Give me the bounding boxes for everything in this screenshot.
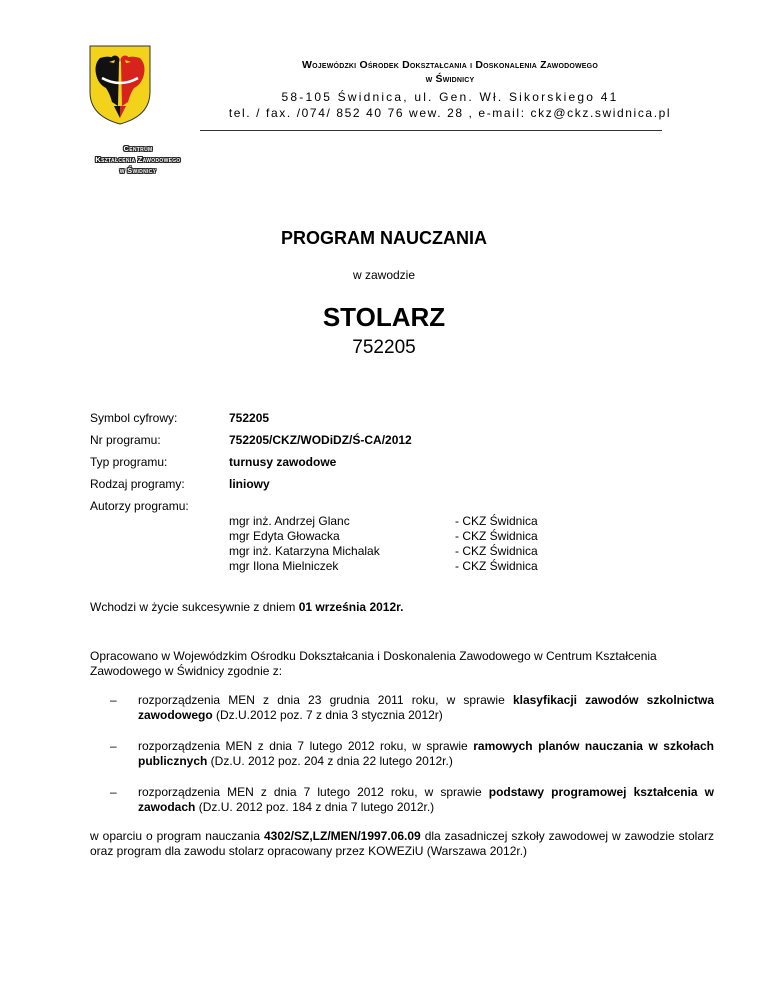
prepared-paragraph [90, 649, 714, 679]
regulation-ref: (Dz.U. 2012 poz. 184 z dnia 7 lutego 2012r.) [195, 800, 435, 814]
regulation-text: rozporządzenia MEN z dnia 23 grudnia 2011 roku, w sprawie [138, 693, 513, 707]
regulation-item [138, 693, 714, 723]
author-org: - CKZ Świdnica [455, 514, 538, 528]
basis-text: w oparciu o program nauczania [90, 829, 264, 843]
basis-program-code: 4302/SZ,LZ/MEN/1997.06.09 [263, 829, 421, 843]
field-value-symbol: 752205 [229, 411, 270, 425]
coat-of-arms-logo [88, 44, 152, 126]
regulation-subject: podstawy programowej kształcenia w zawodach [138, 785, 715, 814]
author-name: mgr inż. Andrzej Glanc [229, 514, 350, 528]
prepared-line1: Opracowano w Wojewódzkim Ośrodku Dokształcania i Doskonalenia Zawodowego w Centrum Kształcenia [90, 649, 657, 663]
ckz-logo-line2: Kształcenia Zawodowego [95, 155, 181, 164]
regulation-subject: klasyfikacji zawodów szkolnictwa zawodowego [138, 693, 715, 722]
field-label-program-type: Typ programu: [90, 455, 168, 469]
field-value-program-type: turnusy zawodowe [229, 455, 337, 469]
ckz-logo-line3: w Świdnicy [119, 166, 157, 175]
institution-contact: tel. / fax. /074/ 852 40 76 wew. 28 , e-mail: ckz@ckz.swidnica.pl [228, 106, 672, 120]
institution-name-line1: Wojewódzki Ośrodek Dokształcania i Doskonalenia Zawodowego [302, 59, 598, 71]
basis-text-end: dla zasadniczej szkoły zawodowej w zawodzie stolarz oraz program dla zawodu stolarz opracowany przez KOWEZiU (Warszawa 2012r.) [90, 829, 714, 858]
authors-label: Autorzy programu: [90, 499, 189, 513]
effective-date [90, 600, 714, 615]
profession-code: 752205 [352, 337, 416, 358]
author-name: mgr Ilona Mielniczek [229, 559, 339, 573]
institution-name-line2: w Świdnicy [425, 73, 475, 85]
prepared-line2: Zawodowego w Świdnicy zgodnie z: [90, 664, 283, 678]
author-org: - CKZ Świdnica [455, 544, 538, 558]
effective-date-value: 01 września 2012r. [298, 600, 404, 614]
list-dash: – [110, 739, 117, 753]
ckz-logo-line1: Centrum [123, 144, 153, 153]
author-name: mgr Edyta Głowacka [229, 529, 340, 543]
author-org: - CKZ Świdnica [455, 559, 538, 573]
ckz-logo [62, 143, 214, 176]
list-dash: – [110, 693, 117, 707]
profession-name: STOLARZ [322, 302, 446, 332]
institution-name [190, 58, 710, 86]
field-label-program-number: Nr programu: [90, 433, 161, 447]
field-value-program-number: 752205/CKZ/WODiDZ/Ś-CA/2012 [229, 433, 412, 447]
regulation-ref: (Dz.U.2012 poz. 7 z dnia 3 stycznia 2012r) [212, 708, 443, 722]
document-title: PROGRAM NAUCZANIA [281, 228, 487, 248]
regulation-item [138, 739, 714, 769]
regulation-text: rozporządzenia MEN z dnia 7 lutego 2012 roku, w sprawie [138, 739, 474, 753]
document-subtitle: w zawodzie [352, 268, 416, 282]
regulation-subject: ramowych planów nauczania w szkołach publicznych [138, 739, 714, 768]
institution-address: 58-105 Świdnica, ul. Gen. Wł. Sikorskiego 41 [281, 90, 619, 104]
author-name: mgr inż. Katarzyna Michalak [229, 544, 380, 558]
author-org: - CKZ Świdnica [455, 529, 538, 543]
field-value-program-kind: liniowy [229, 477, 270, 491]
effective-date-text: Wchodzi w życie sukcesywnie z dniem [90, 600, 299, 614]
regulation-text: rozporządzenia MEN z dnia 7 lutego 2012 roku, w sprawie [138, 785, 489, 799]
field-label-program-kind: Rodzaj programy: [90, 477, 185, 491]
basis-paragraph [90, 829, 714, 859]
regulation-item [138, 785, 714, 815]
list-dash: – [110, 785, 117, 799]
header-divider [200, 130, 662, 131]
regulation-ref: (Dz.U. 2012 poz. 204 z dnia 22 lutego 2012r.) [207, 754, 453, 768]
field-label-symbol: Symbol cyfrowy: [90, 411, 178, 425]
